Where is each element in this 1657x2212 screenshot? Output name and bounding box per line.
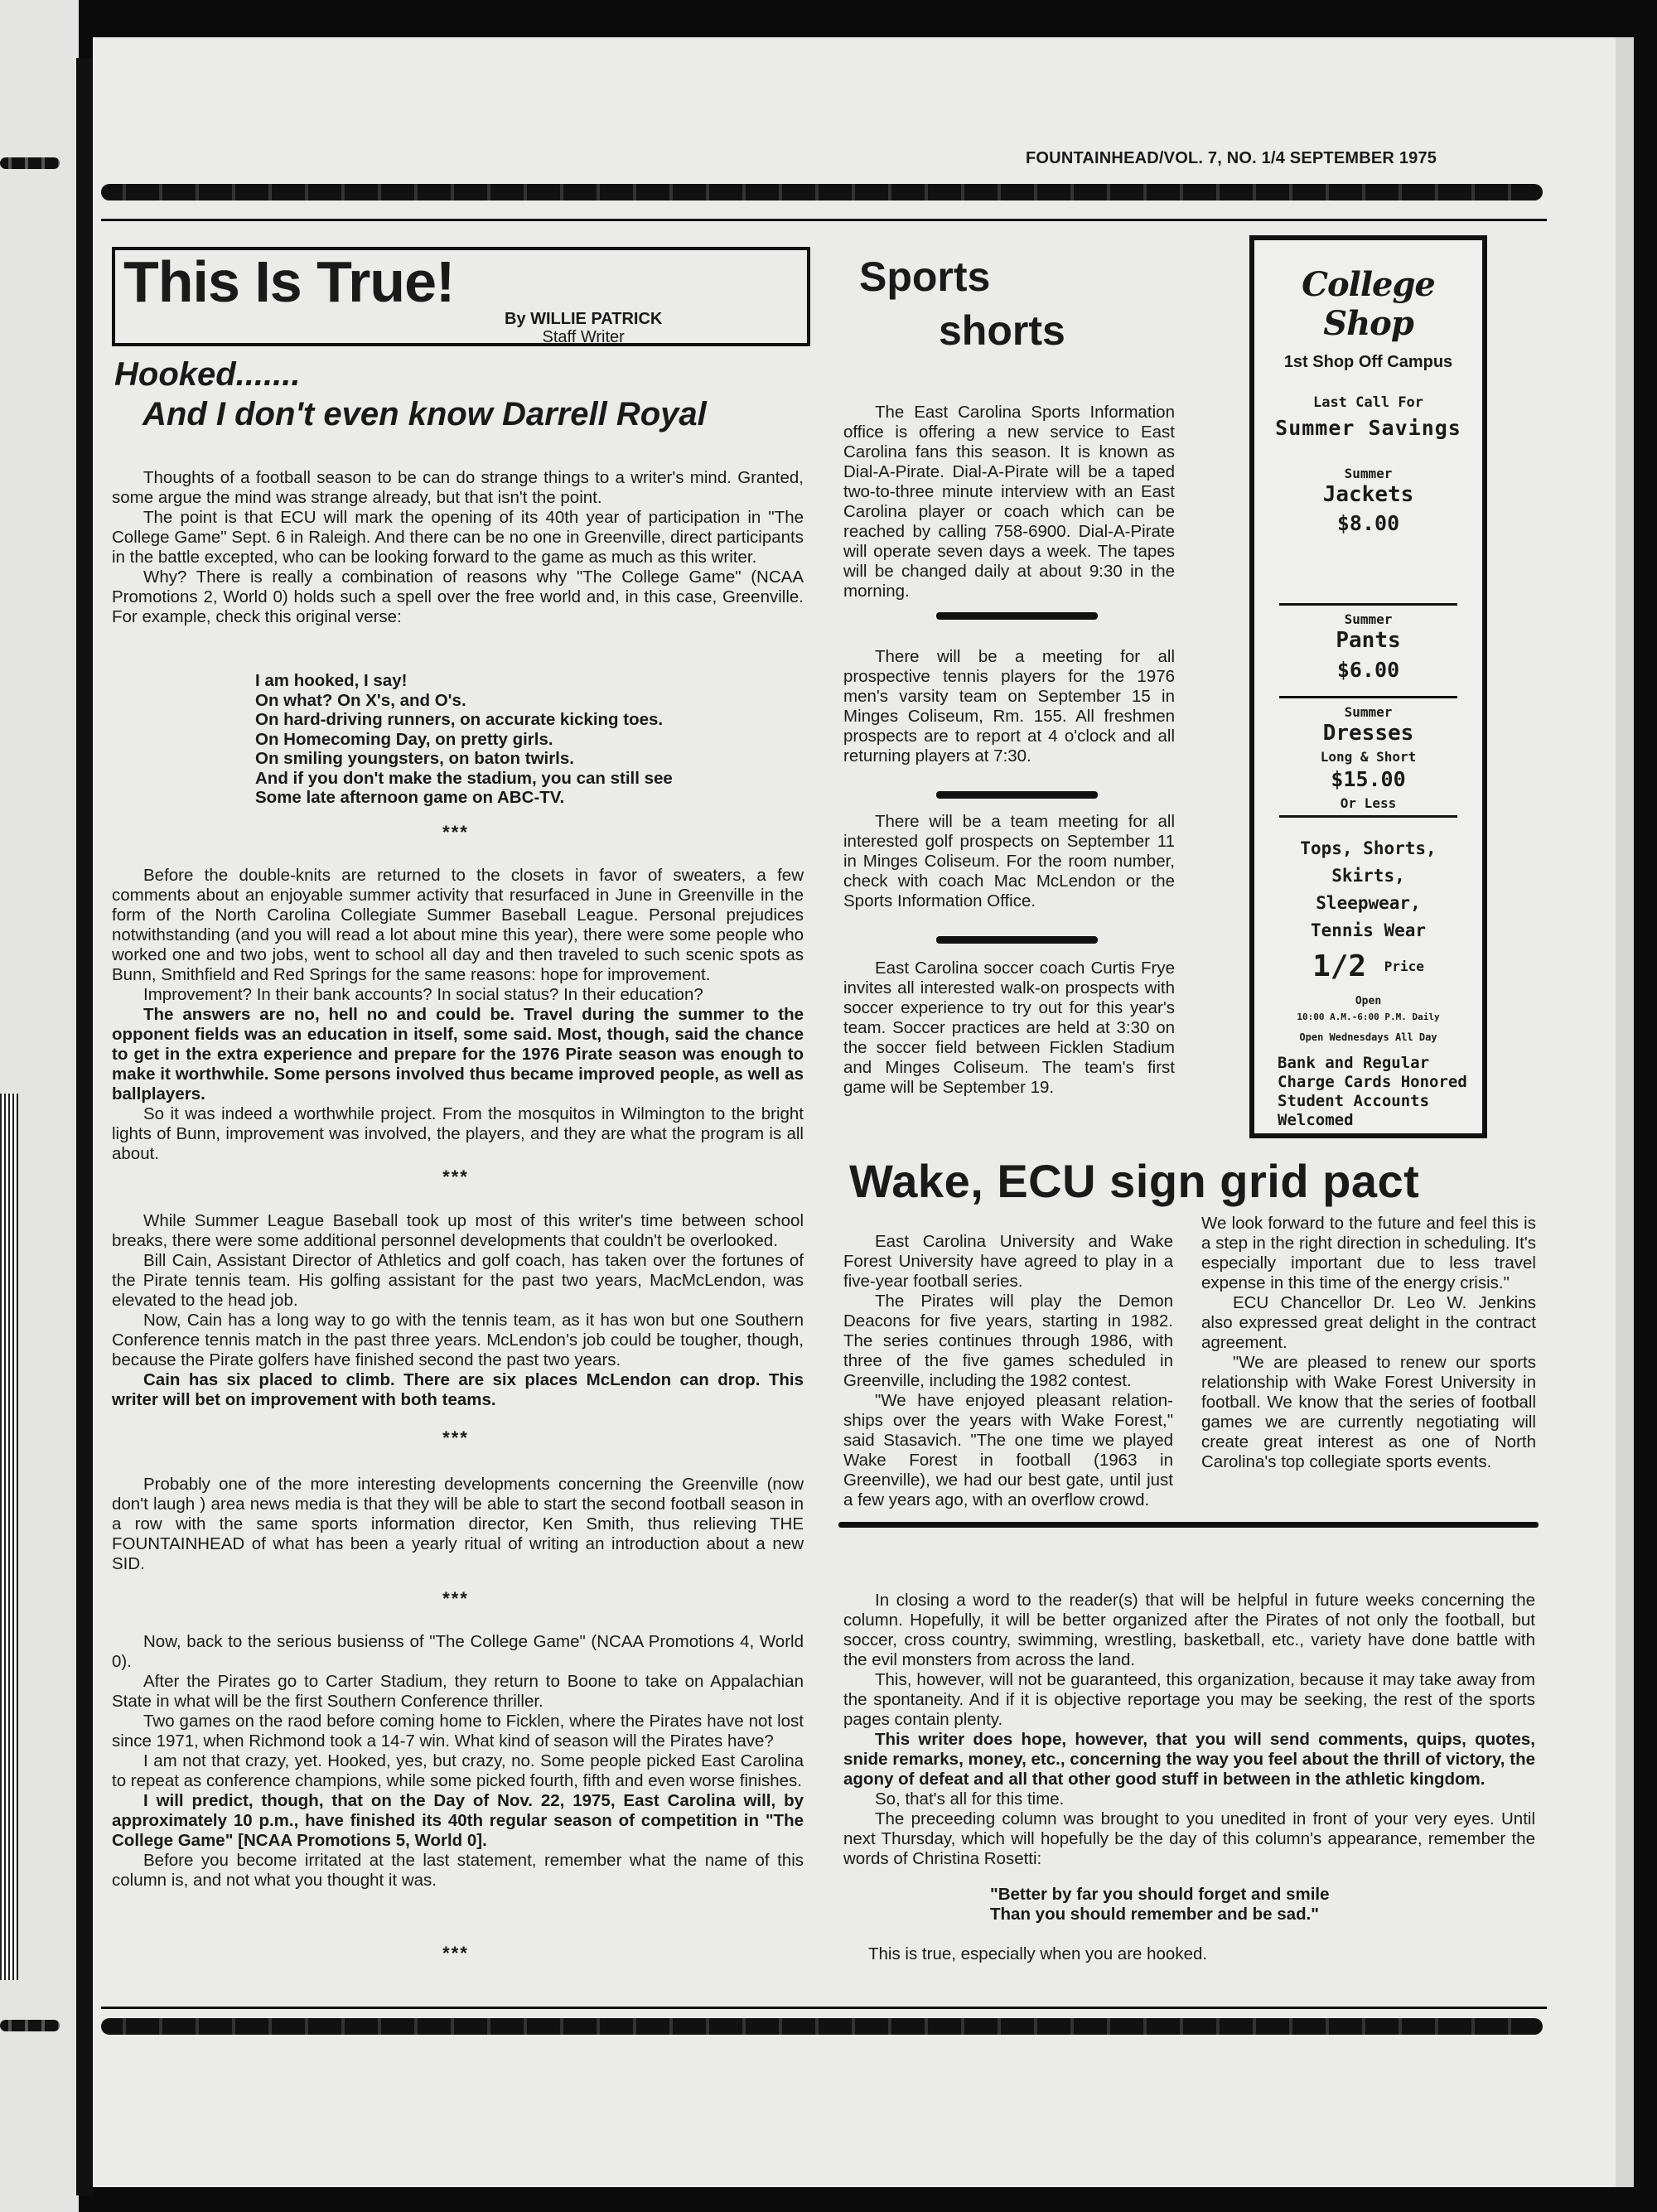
paragraph-bold: The answers are no, hell no and could be. Travel during the summer to the opponent fields was an education in itself, some said. Most, though, said the chance to get in the extra experience and prepare for the 1976 Pirate season was enough to make it worthwhile. Some persons involved thus became improved people, as well as ballplayers. <box>112 1005 804 1104</box>
ad-half-price <box>1254 949 1482 983</box>
ad-item-pre: Summer <box>1344 704 1393 720</box>
paragraph-bold: I will predict, though, that on the Day of Nov. 22, 1975, East Carolina will, by approximately 10 p.m., have finished its 40th regular season of competition in "The College Game" [NCAA Promotions 5, World 0]. <box>112 1791 804 1850</box>
paragraph: Bill Cain, Assistant Director of Athletics and golf coach, has taken over the fortunes of the Pirate tennis team. His golfing assistant for the past two years, MacMcLendon, was elevated to the head job. <box>112 1251 804 1310</box>
shorts-item-golf <box>843 812 1175 911</box>
ad-price-word: Price <box>1384 959 1424 974</box>
ad-price-dresses: $15.00 <box>1331 767 1406 791</box>
paragraph: Thoughts of a football season to be can do strange things to a writer's mind. Granted, some argue the mind was strange already, but that isn't the point. <box>112 468 804 507</box>
college-shop-logo: College Shop <box>1302 265 1435 343</box>
shorts-item-tennis <box>843 647 1175 766</box>
ad-price-pants: $6.00 <box>1336 658 1400 682</box>
ad-payment-line: Welcomed <box>1278 1111 1354 1129</box>
paragraph: So, that's all for this time. <box>875 1789 1065 1809</box>
paragraph: Two games on the raod before coming home to Ficklen, where the Pirates have not lost since 1971, when Richmond took a 14-7 win. What kind of season will the Pirates have? <box>112 1712 804 1751</box>
ad-misc-item: Tennis Wear <box>1310 920 1427 940</box>
ad-tagline: 1st Shop Off Campus <box>1283 353 1453 371</box>
ad-item-pants: Pants <box>1336 628 1401 653</box>
ad-last-call: Last Call For <box>1312 394 1424 411</box>
sports-shorts-title-line2: shorts <box>939 307 1065 354</box>
college-shop-ad <box>1249 235 1487 1138</box>
paragraph: East Carolina University and Wake Forest University have agreed to play in a five-year football series. <box>843 1232 1173 1291</box>
byline-name: By WILLIE PATRICK <box>505 310 663 328</box>
headline-hooked: Hooked....... <box>114 356 301 393</box>
ad-misc-item: Tops, Shorts, <box>1300 838 1437 858</box>
paragraph: There will be a team meeting for all interested golf prospects on September 11 in Minges Coliseum. For the room number, check with coach Mac McLendon or the Sports Information Office. <box>843 812 1175 910</box>
ad-payment <box>1254 1054 1482 1130</box>
ad-item-sub: Long & Short <box>1320 749 1417 765</box>
shorts-item-soccer <box>843 959 1175 1098</box>
shorts-divider <box>936 936 1098 944</box>
ad-payment-line: Charge Cards Honored <box>1278 1073 1467 1091</box>
shorts-item-dial-a-pirate <box>843 403 1175 601</box>
paragraph: After the Pirates go to Carter Stadium, they return to Boone to take on Appalachian State in what will be the first Southern Conference thriller. <box>112 1672 804 1711</box>
paragraph: I am not that crazy, yet. Hooked, yes, but crazy, no. Some people picked East Carolina to repeat as conference champions, while some picked fourth, fifth and even worse finishes. <box>112 1751 804 1790</box>
top-wavy-rule <box>101 184 1543 200</box>
closing-block <box>843 1591 1535 1869</box>
previous-page-edge <box>0 0 79 2212</box>
wake-headline: Wake, ECU sign grid pact <box>849 1155 1420 1207</box>
byline <box>505 310 662 346</box>
paragraph: So it was indeed a worthwhile project. From the mosquitos in Wilmington to the bright lights of Bunn, improvement was involved, the players, and they are what the program is all about. <box>112 1104 804 1163</box>
ad-item-jackets: Jackets <box>1322 482 1414 507</box>
paragraph: Now, Cain has a long way to go with the tennis team, as it has won but one Southern Conference tennis match in the past three years. McLendon's job could be tougher, though, because the Pirate golfers have finished second the past two years. <box>112 1311 804 1369</box>
ad-item-post: Or Less <box>1340 795 1397 811</box>
paragraph: Before you become irritated at the last statement, remember what the name of this column is, and not what you thought it was. <box>112 1851 804 1890</box>
paragraph: The Pirates will play the Demon Deacons for five years, starting in 1982. The series continues through 1986, with three of the five games scheduled in Greenville, including the 1982 contest. <box>843 1292 1173 1390</box>
poem-line: On Homecoming Day, on pretty girls. <box>255 729 553 749</box>
separator-asterisks: *** <box>442 1943 469 1963</box>
ad-wednesday: Open Wednesdays All Day <box>1299 1031 1437 1043</box>
page-stack-edge <box>0 1094 18 1980</box>
separator-asterisks: *** <box>442 1427 469 1448</box>
paragraph: Improvement? In their bank accounts? In social status? In their education? <box>143 985 703 1004</box>
headline-darrell-royal: And I don't even know Darrell Royal <box>143 396 707 432</box>
poem-line: And if you don't make the stadium, you can still see <box>255 768 673 788</box>
ad-item-dresses: Dresses <box>1322 721 1414 746</box>
paragraph: Now, back to the serious busienss of "The College Game" (NCAA Promotions 4, World 0). <box>112 1632 804 1671</box>
column-body-block1 <box>112 468 804 627</box>
wake-bottom-rule <box>838 1522 1539 1528</box>
separator-asterisks: *** <box>442 1588 469 1609</box>
paragraph: While Summer League Baseball took up most of this writer's time between school breaks, there were some additional personnel developments that couldn't be overlooked. <box>112 1211 804 1250</box>
poem-line: On what? On X's, and O's. <box>255 690 466 710</box>
ad-misc-list <box>1254 835 1482 944</box>
column-body-block4 <box>112 1475 804 1574</box>
quote-line: "Better by far you should forget and smile <box>990 1885 1330 1904</box>
rossetti-quote <box>990 1885 1338 1925</box>
quote-line: Than you should remember and be sad." <box>990 1905 1320 1924</box>
column-body-block3 <box>112 1211 804 1410</box>
column-body-block5 <box>112 1632 804 1891</box>
poem-line: Some late afternoon game on ABC-TV. <box>255 788 565 807</box>
column-title: This Is True! <box>123 249 455 314</box>
column-title-box <box>112 247 810 346</box>
poem-line: I am hooked, I say! <box>255 671 408 690</box>
wake-left-column <box>843 1232 1173 1510</box>
wake-right-column <box>1201 1214 1536 1472</box>
ad-open-label: Open <box>1355 995 1382 1007</box>
ad-misc-item: Sleepwear, <box>1316 893 1421 913</box>
paragraph: This, however, will not be guaranteed, this organization, because it may take away from the spontaneity. And if it is objective reportage you may be seeking, the rest of the sports pages contain plenty. <box>843 1670 1535 1729</box>
folio-line: FOUNTAINHEAD/VOL. 7, NO. 1/4 SEPTEMBER 1975 <box>1026 149 1437 167</box>
sports-shorts-title-line1: Sports <box>859 254 991 300</box>
ad-hours: 10:00 A.M.-6:00 P.M. Daily <box>1297 1012 1440 1022</box>
paragraph: The preceeding column was brought to you unedited in front of your very eyes. Until next Thursday, which will hopefully be the day of this column's appearance, remember the words of Christina Rosetti: <box>843 1809 1535 1868</box>
previous-page-wavy-rule <box>0 2020 60 2031</box>
paragraph: "We are pleased to renew our sports relationship with Wake Forest University in football. We know that the series of football games we are currently negotiating will create great interest as one of North Carolina's top collegiate sports events. <box>1201 1353 1536 1471</box>
poem-line: On hard-driving runners, on accurate kicking toes. <box>255 710 664 729</box>
binding-gutter <box>76 58 93 2195</box>
paragraph: The point is that ECU will mark the opening of its 40th year of participation in "The College Game" Sept. 6 in Raleigh. And there can be no one in Greenville, direct participants in the battle excepted, who can be looking forward to the game as much as this writer. <box>112 508 804 567</box>
ad-item-pre: Summer <box>1344 466 1393 481</box>
top-thin-rule <box>101 219 1547 221</box>
ad-payment-line: Student Accounts <box>1278 1092 1430 1110</box>
paragraph: East Carolina soccer coach Curtis Frye invites all interested walk-on prospects with soccer experience to try out for this year's team. Soccer practices are held at 3:30 on the soccer field between Ficklen Stadium and Minges Coliseum. The team's first game will be September 19. <box>843 959 1175 1097</box>
paragraph: Why? There is really a combination of reasons why "The College Game" (NCAA Promotions 2, World 0) holds such a spell over the free world and, in this case, Greenville. For example, check this original verse: <box>112 567 804 626</box>
paragraph: There will be a meeting for all prospective tennis players for the 1976 men's varsity team on September 15 in Minges Coliseum, Rm. 155. All freshmen prospects are to report at 4 o'clock and all returning players at 7:30. <box>843 647 1175 766</box>
column-body-block2 <box>112 866 804 1164</box>
previous-page-wavy-rule <box>0 157 60 169</box>
page-right-edge <box>1616 37 1634 2187</box>
ad-payment-line: Bank and Regular <box>1278 1054 1430 1072</box>
ad-price-jackets: $8.00 <box>1336 511 1400 535</box>
ad-half: 1/2 <box>1312 949 1367 983</box>
ad-rule <box>1279 815 1457 818</box>
poem <box>255 671 686 808</box>
paragraph: The East Carolina Sports Information office is offering a new service to East Carolina fans this season. It is known as Dial-A-Pirate. Dial-A-Pirate will be a taped two-to-three minute interview with an East Carolina player or coach which can be reached by calling 758-6900. Dial-A-Pirate will operate seven days a week. The tapes will be changed daily at about 9:30 in the morning. <box>843 403 1175 601</box>
paragraph: Probably one of the more interesting developments concerning the Greenville (now don't laugh ) area news media is that they will be able to start the second football season in a row with the same sports information director, Ken Smith, thus relieving THE FOUNTAINHEAD of what has been a yearly ritual of writing an introduction about a new SID. <box>112 1475 804 1573</box>
ad-misc-item: Skirts, <box>1331 866 1405 886</box>
separator-asterisks: *** <box>442 822 469 843</box>
paragraph: ECU Chancellor Dr. Leo W. Jenkins also expressed great delight in the contract agreement. <box>1201 1293 1536 1352</box>
shorts-divider <box>936 612 1098 620</box>
paragraph: We look forward to the future and feel this is a step in the right direction in scheduling. It's especially important due to less travel expense in this time of the energy crisis." <box>1201 1214 1536 1292</box>
paragraph-bold: Cain has six placed to climb. There are six places McLendon can drop. This writer will bet on improvement with both teams. <box>112 1370 804 1409</box>
bottom-thin-rule <box>101 2007 1547 2009</box>
paragraph: Before the double-knits are returned to the closets in favor of sweaters, a few comments about an enjoyable summer activity that resurfaced in June in Greenville in the form of the North Carolina Collegiate Summer Baseball League. Personal prejudices notwithstanding (and you will read a lot about mine this year), there were some people who worked one and two jobs, went to school all day and then traveled to such scenic spots as Bunn, Smithfield and Red Springs for the same reasons: hope for improvement. <box>112 866 804 984</box>
paragraph: In closing a word to the reader(s) that will be helpful in future weeks concerning the column. Hopefully, it will be better organized after the Pirates of not only the football, but soccer, cross country, swimming, wrestling, basketball, etc., variety have done battle with the evil monsters from across the land. <box>843 1591 1535 1669</box>
closing-final-line: This is true, especially when you are hooked. <box>868 1944 1208 1963</box>
ad-rule <box>1279 603 1457 606</box>
ad-item-pre: Summer <box>1344 611 1393 627</box>
ad-summer-savings: Summer Savings <box>1275 416 1461 440</box>
paragraph: "We have enjoyed pleasant relation-ships over the years with Wake Forest," said Stasavich. "The one time we played Wake Forest in football (1963 in Greenville), we had our best gate, until just a few years ago, with an overflow crowd. <box>843 1391 1173 1509</box>
poem-line: On smiling youngsters, on baton twirls. <box>255 749 574 768</box>
ad-rule <box>1279 696 1457 698</box>
paragraph-bold: This writer does hope, however, that you will send comments, quips, quotes, snide remarks, money, etc., concerning the way you feel about the thrill of victory, the agony of defeat and all that other good stuff in between in the athletic kingdom. <box>843 1730 1535 1789</box>
separator-asterisks: *** <box>442 1166 469 1187</box>
shorts-divider <box>936 791 1098 799</box>
byline-role: Staff Writer <box>542 328 625 346</box>
bottom-wavy-rule <box>101 2018 1543 2035</box>
